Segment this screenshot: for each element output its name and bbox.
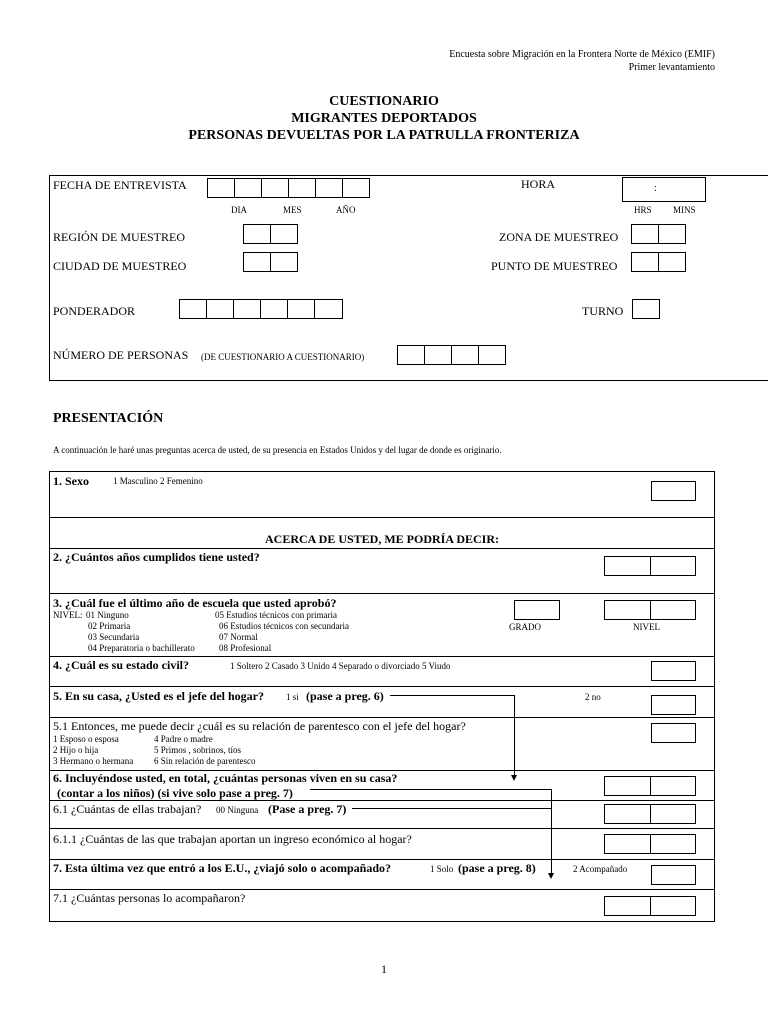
zona-cell-1[interactable] xyxy=(631,224,659,244)
q6-skip-arrow-line xyxy=(310,789,551,790)
region-cell-1[interactable] xyxy=(243,224,271,244)
title-line-2: MIGRANTES DEPORTADOS xyxy=(291,111,477,126)
q3-option: 06 Estudios técnicos con secundaria xyxy=(219,621,349,631)
q3-grado-label: GRADO xyxy=(509,622,542,632)
page-number: 1 xyxy=(381,962,387,976)
q5-skip-arrowhead xyxy=(511,775,517,781)
q51-answer-cell[interactable] xyxy=(651,723,696,743)
q3-nivel-label: NIVEL xyxy=(633,622,660,632)
ciudad-label: CIUDAD DE MUESTREO xyxy=(53,259,187,273)
q5-skip-arrow-line xyxy=(514,695,515,775)
section-title: ACERCA DE USTED, ME PODRÍA DECIR: xyxy=(264,532,500,546)
q6-label: 6. Incluyéndose usted, en total, ¿cuántas personas viven en su casa? xyxy=(53,771,398,785)
q6-note: (contar a los niños) (si vive solo pase a preg. 7) xyxy=(57,786,293,800)
q1-label: 1. Sexo xyxy=(53,474,89,488)
q51-option: 2 Hijo o hija xyxy=(53,745,99,755)
q61-answer-cell-2[interactable] xyxy=(650,804,696,824)
hora-label: HORA xyxy=(521,177,556,191)
region-label: REGIÓN DE MUESTREO xyxy=(53,230,185,244)
q4-label: 4. ¿Cuál es su estado civil? xyxy=(53,658,190,672)
q3-option: 05 Estudios técnicos con primaria xyxy=(215,610,337,620)
hora-field[interactable] xyxy=(622,177,706,202)
row-divider xyxy=(49,828,715,829)
fecha-month-cell-1[interactable] xyxy=(261,178,289,198)
q3-option: 03 Secundaria xyxy=(88,632,140,642)
ponderador-cell-1[interactable] xyxy=(179,299,207,319)
ponderador-cell-6[interactable] xyxy=(314,299,343,319)
fecha-day-cell-1[interactable] xyxy=(207,178,235,198)
q5-label: 5. En su casa, ¿Usted es el jefe del hogar? xyxy=(53,689,264,703)
q2-label: 2. ¿Cuántos años cumplidos tiene usted? xyxy=(53,550,260,564)
q1-options: 1 Masculino 2 Femenino xyxy=(113,476,203,486)
ponderador-label: PONDERADOR xyxy=(53,304,136,318)
q5-option-si: 1 si xyxy=(286,692,299,702)
punto-cell-2[interactable] xyxy=(658,252,686,272)
q61-skip-arrow-line xyxy=(352,808,551,809)
q3-grado-cell[interactable] xyxy=(514,600,560,620)
q71-answer-cell-2[interactable] xyxy=(650,896,696,916)
q51-option: 1 Esposo o esposa xyxy=(53,734,119,744)
q5-answer-cell[interactable] xyxy=(651,695,696,715)
turno-label: TURNO xyxy=(582,304,624,318)
q4-options: 1 Soltero 2 Casado 3 Unido 4 Separado o divorciado 5 Viudo xyxy=(230,661,451,671)
ciudad-cell-2[interactable] xyxy=(270,252,298,272)
q1-answer-cell[interactable] xyxy=(651,481,696,501)
row-divider xyxy=(49,717,715,718)
personas-cell-4[interactable] xyxy=(478,345,506,365)
q61-option-ninguna: 00 Ninguna xyxy=(216,805,259,815)
mins-label: MINS xyxy=(673,205,696,215)
row-divider xyxy=(49,548,715,549)
fecha-label: FECHA DE ENTREVISTA xyxy=(53,178,187,192)
q7-label: 7. Esta última vez que entró a los E.U., ¿viajó solo o acompañado? xyxy=(53,861,392,875)
q71-label: 7.1 ¿Cuántas personas lo acompañaron? xyxy=(53,891,246,905)
q3-option: 07 Normal xyxy=(219,632,258,642)
q3-option: 08 Profesional xyxy=(219,643,272,653)
q51-option: 6 Sin relación de parentesco xyxy=(154,756,256,766)
dia-label: DIA xyxy=(231,205,247,215)
q2-answer-cell-2[interactable] xyxy=(650,556,696,576)
personas-label: NÚMERO DE PERSONAS xyxy=(53,348,189,362)
row-divider xyxy=(49,656,715,657)
mes-label: MES xyxy=(283,205,302,215)
ciudad-cell-1[interactable] xyxy=(243,252,271,272)
presentacion-text: A continuación le haré unas preguntas acerca de usted, de su presencia en Estados Unidos y del lugar de donde es originario. xyxy=(53,445,502,455)
personas-cell-1[interactable] xyxy=(397,345,425,365)
ponderador-cell-2[interactable] xyxy=(206,299,234,319)
q71-answer-cell-1[interactable] xyxy=(604,896,651,916)
q51-label: 5.1 Entonces, me puede decir ¿cuál es su relación de parentesco con el jefe del hogar? xyxy=(53,719,466,733)
q5-skip-arrow-line xyxy=(390,695,514,696)
fecha-month-cell-2[interactable] xyxy=(288,178,316,198)
q61-label: 6.1 ¿Cuántas de ellas trabajan? xyxy=(53,802,202,816)
ponderador-cell-3[interactable] xyxy=(233,299,261,319)
anio-label: AÑO xyxy=(336,205,356,215)
q3-nivel-cell-2[interactable] xyxy=(650,600,696,620)
q5-option-no: 2 no xyxy=(585,692,601,702)
q51-option: 4 Padre o madre xyxy=(154,734,213,744)
q61-skip: (Pase a preg. 7) xyxy=(268,802,347,816)
q6-answer-cell-1[interactable] xyxy=(604,776,651,796)
title-line-1: CUESTIONARIO xyxy=(329,94,439,109)
q61-skip-arrow-line xyxy=(551,789,552,873)
title-line-3: PERSONAS DEVUELTAS POR LA PATRULLA FRONTERIZA xyxy=(188,128,580,143)
personas-cell-2[interactable] xyxy=(424,345,452,365)
personas-note: (DE CUESTIONARIO A CUESTIONARIO) xyxy=(201,352,365,362)
q3-option: 02 Primaria xyxy=(88,621,131,631)
q3-label: 3. ¿Cuál fue el último año de escuela que usted aprobó? xyxy=(53,596,337,610)
q5-skip: (pase a preg. 6) xyxy=(306,689,384,703)
q611-answer-cell-1[interactable] xyxy=(604,834,651,854)
q4-answer-cell[interactable] xyxy=(651,661,696,681)
punto-cell-1[interactable] xyxy=(631,252,659,272)
region-cell-2[interactable] xyxy=(270,224,298,244)
fecha-year-cell-1[interactable] xyxy=(315,178,343,198)
personas-cell-3[interactable] xyxy=(451,345,479,365)
zona-label: ZONA DE MUESTREO xyxy=(499,230,619,244)
q7-option-solo: 1 Solo xyxy=(430,864,454,874)
punto-label: PUNTO DE MUESTREO xyxy=(491,259,618,273)
q6-answer-cell-2[interactable] xyxy=(650,776,696,796)
q2-answer-cell-1[interactable] xyxy=(604,556,651,576)
q7-answer-cell[interactable] xyxy=(651,865,696,885)
q6-q7-arrowhead xyxy=(548,873,554,879)
row-divider xyxy=(49,517,715,518)
q3-nivel-prefix: NIVEL: xyxy=(53,610,83,620)
hrs-label: HRS xyxy=(634,205,652,215)
row-divider xyxy=(49,859,715,860)
q51-option: 5 Primos , sobrinos, tíos xyxy=(154,745,242,755)
q51-option: 3 Hermano o hermana xyxy=(53,756,134,766)
row-divider xyxy=(49,889,715,890)
q611-answer-cell-2[interactable] xyxy=(650,834,696,854)
q3-option: 04 Preparatoria o bachillerato xyxy=(88,643,195,653)
row-divider xyxy=(49,593,715,594)
q7-skip: (pase a preg. 8) xyxy=(458,861,536,875)
survey-name: Encuesta sobre Migración en la Frontera Norte de México (EMIF) xyxy=(449,49,715,60)
presentacion-heading: PRESENTACIÓN xyxy=(53,411,164,426)
turno-cell[interactable] xyxy=(632,299,660,319)
ponderador-cell-4[interactable] xyxy=(260,299,288,319)
q3-option: 01 Ninguno xyxy=(86,610,129,620)
survey-round: Primer levantamiento xyxy=(628,62,715,73)
q3-nivel-cell-1[interactable] xyxy=(604,600,651,620)
q611-label: 6.1.1 ¿Cuántas de las que trabajan aportan un ingreso económico al hogar? xyxy=(53,832,412,846)
hora-separator: : xyxy=(654,183,657,194)
zona-cell-2[interactable] xyxy=(658,224,686,244)
q7-option-acompanado: 2 Acompañado xyxy=(573,864,628,874)
q61-answer-cell-1[interactable] xyxy=(604,804,651,824)
ponderador-cell-5[interactable] xyxy=(287,299,315,319)
row-divider xyxy=(49,686,715,687)
fecha-year-cell-2[interactable] xyxy=(342,178,370,198)
fecha-day-cell-2[interactable] xyxy=(234,178,262,198)
